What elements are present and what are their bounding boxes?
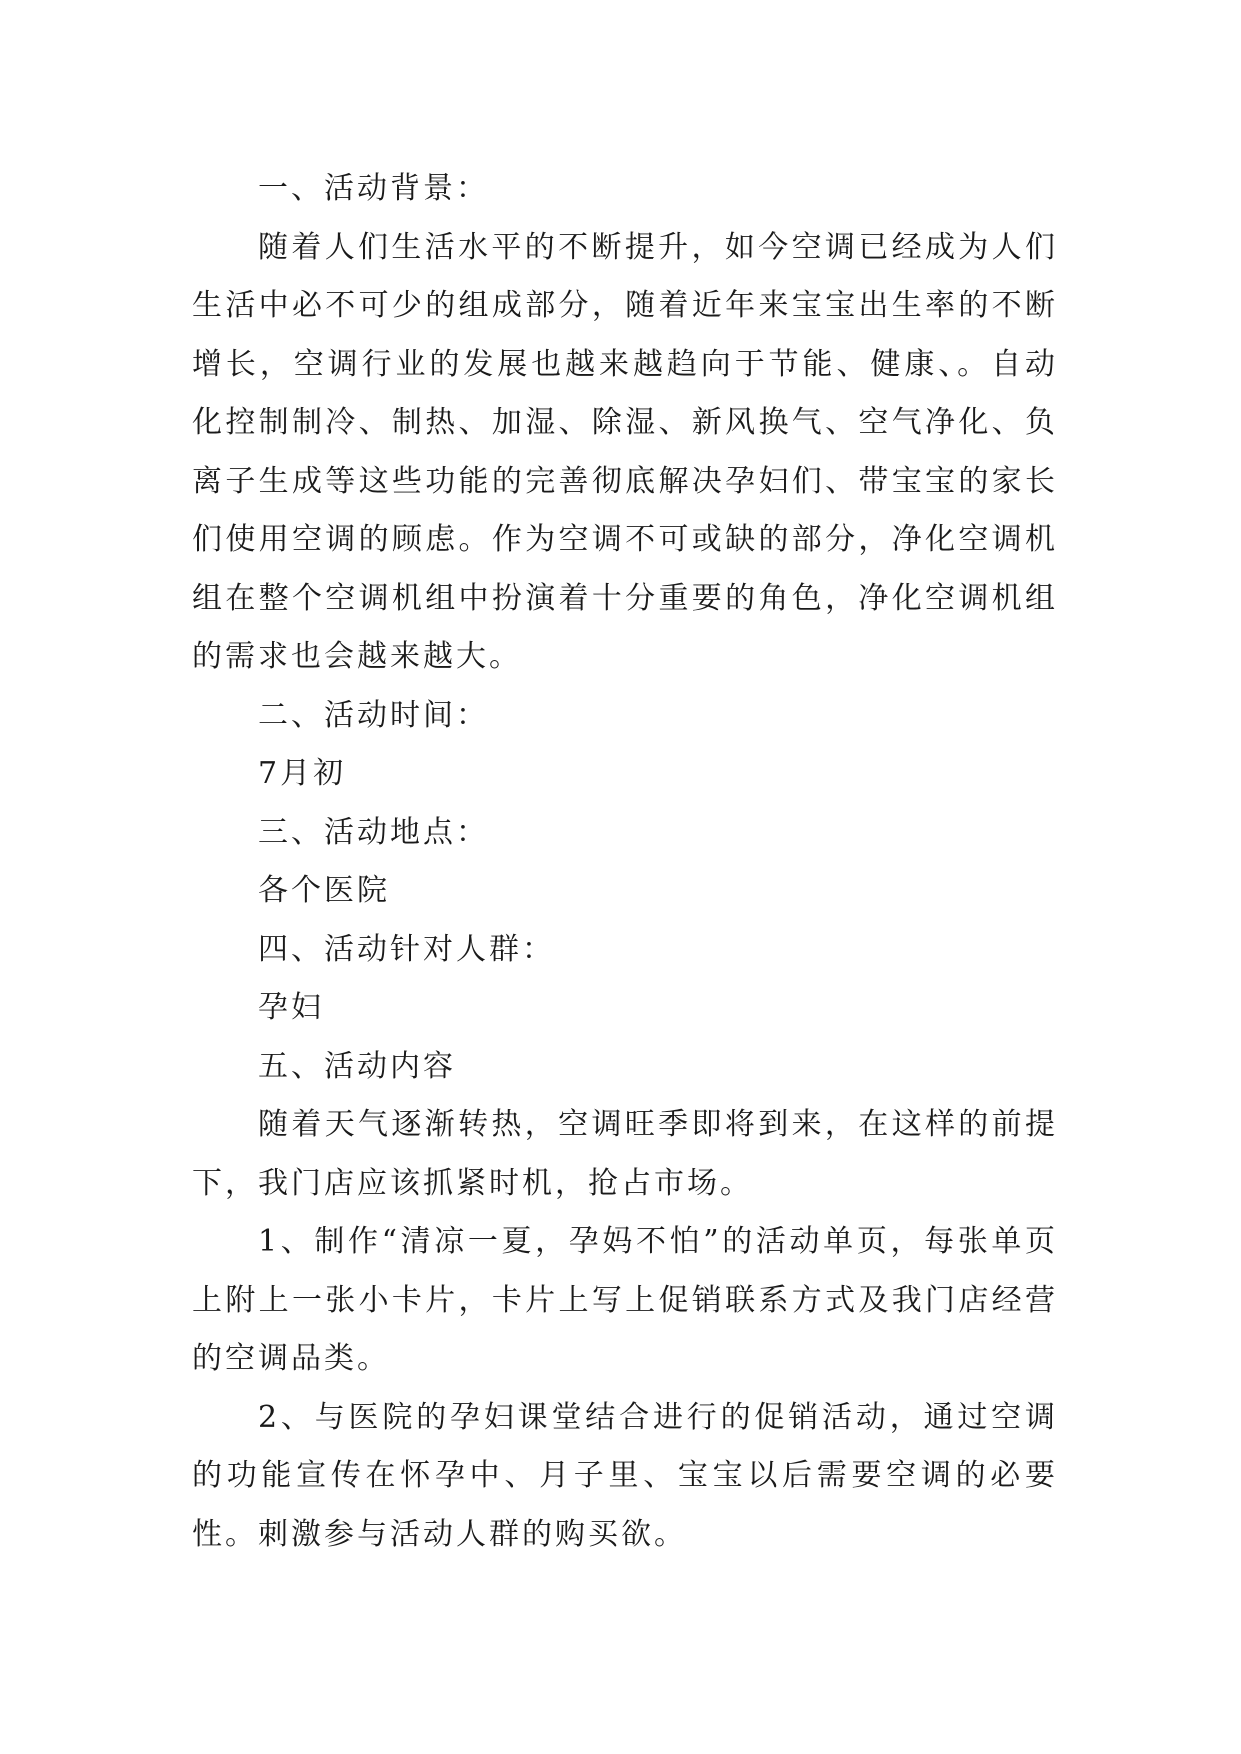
audience-value: 孕妇 xyxy=(258,990,324,1025)
content-item-2: 2、与医院的孕妇课堂结合进行的促销活动，通过空调的功能宣传在怀孕中、月子里、宝宝以后需要空调的必要性。刺激参与活动人群的购买欲。 xyxy=(192,1399,1058,1552)
section-heading-location: 三、活动地点： xyxy=(258,814,489,850)
section-heading-audience: 四、活动针对人群： xyxy=(258,931,555,967)
time-value: 7月初 xyxy=(258,756,347,791)
location-value: 各个医院 xyxy=(258,873,390,908)
content-intro-paragraph: 随着天气逐渐转热，空调旺季即将到来，在这样的前提下，我门店应该抓紧时机，抢占市场。 xyxy=(192,1107,1058,1201)
section-heading-background: 一、活动背景： xyxy=(258,171,489,206)
section-heading-content: 五、活动内容 xyxy=(258,1048,456,1084)
content-item-1: 1、制作“清凉一夏，孕妈不怕”的活动单页，每张单页上附上一张小卡片，卡片上写上促销联系方式及我门店经营的空调品类。 xyxy=(192,1224,1058,1376)
section-heading-time: 二、活动时间： xyxy=(258,697,489,733)
background-paragraph: 随着人们生活水平的不断提升，如今空调已经成为人们生活中必不可少的组成部分，随着近年来宝宝出生率的不断增长，空调行业的发展也越来越趋向于节能、健康、。自动化控制制冷、制热、加湿、除湿、新风换气、空气净化、负离子生成等这些功能的完善彻底解决孕妇们、带宝宝的家长们使用空调的顾虑。作为空调不可或缺的部分，净化空调机组在整个空调机组中扮演着十分重要的角色，净化空调机组的需求也会越来越大。 xyxy=(192,229,1058,674)
document-page xyxy=(192,160,1058,1564)
